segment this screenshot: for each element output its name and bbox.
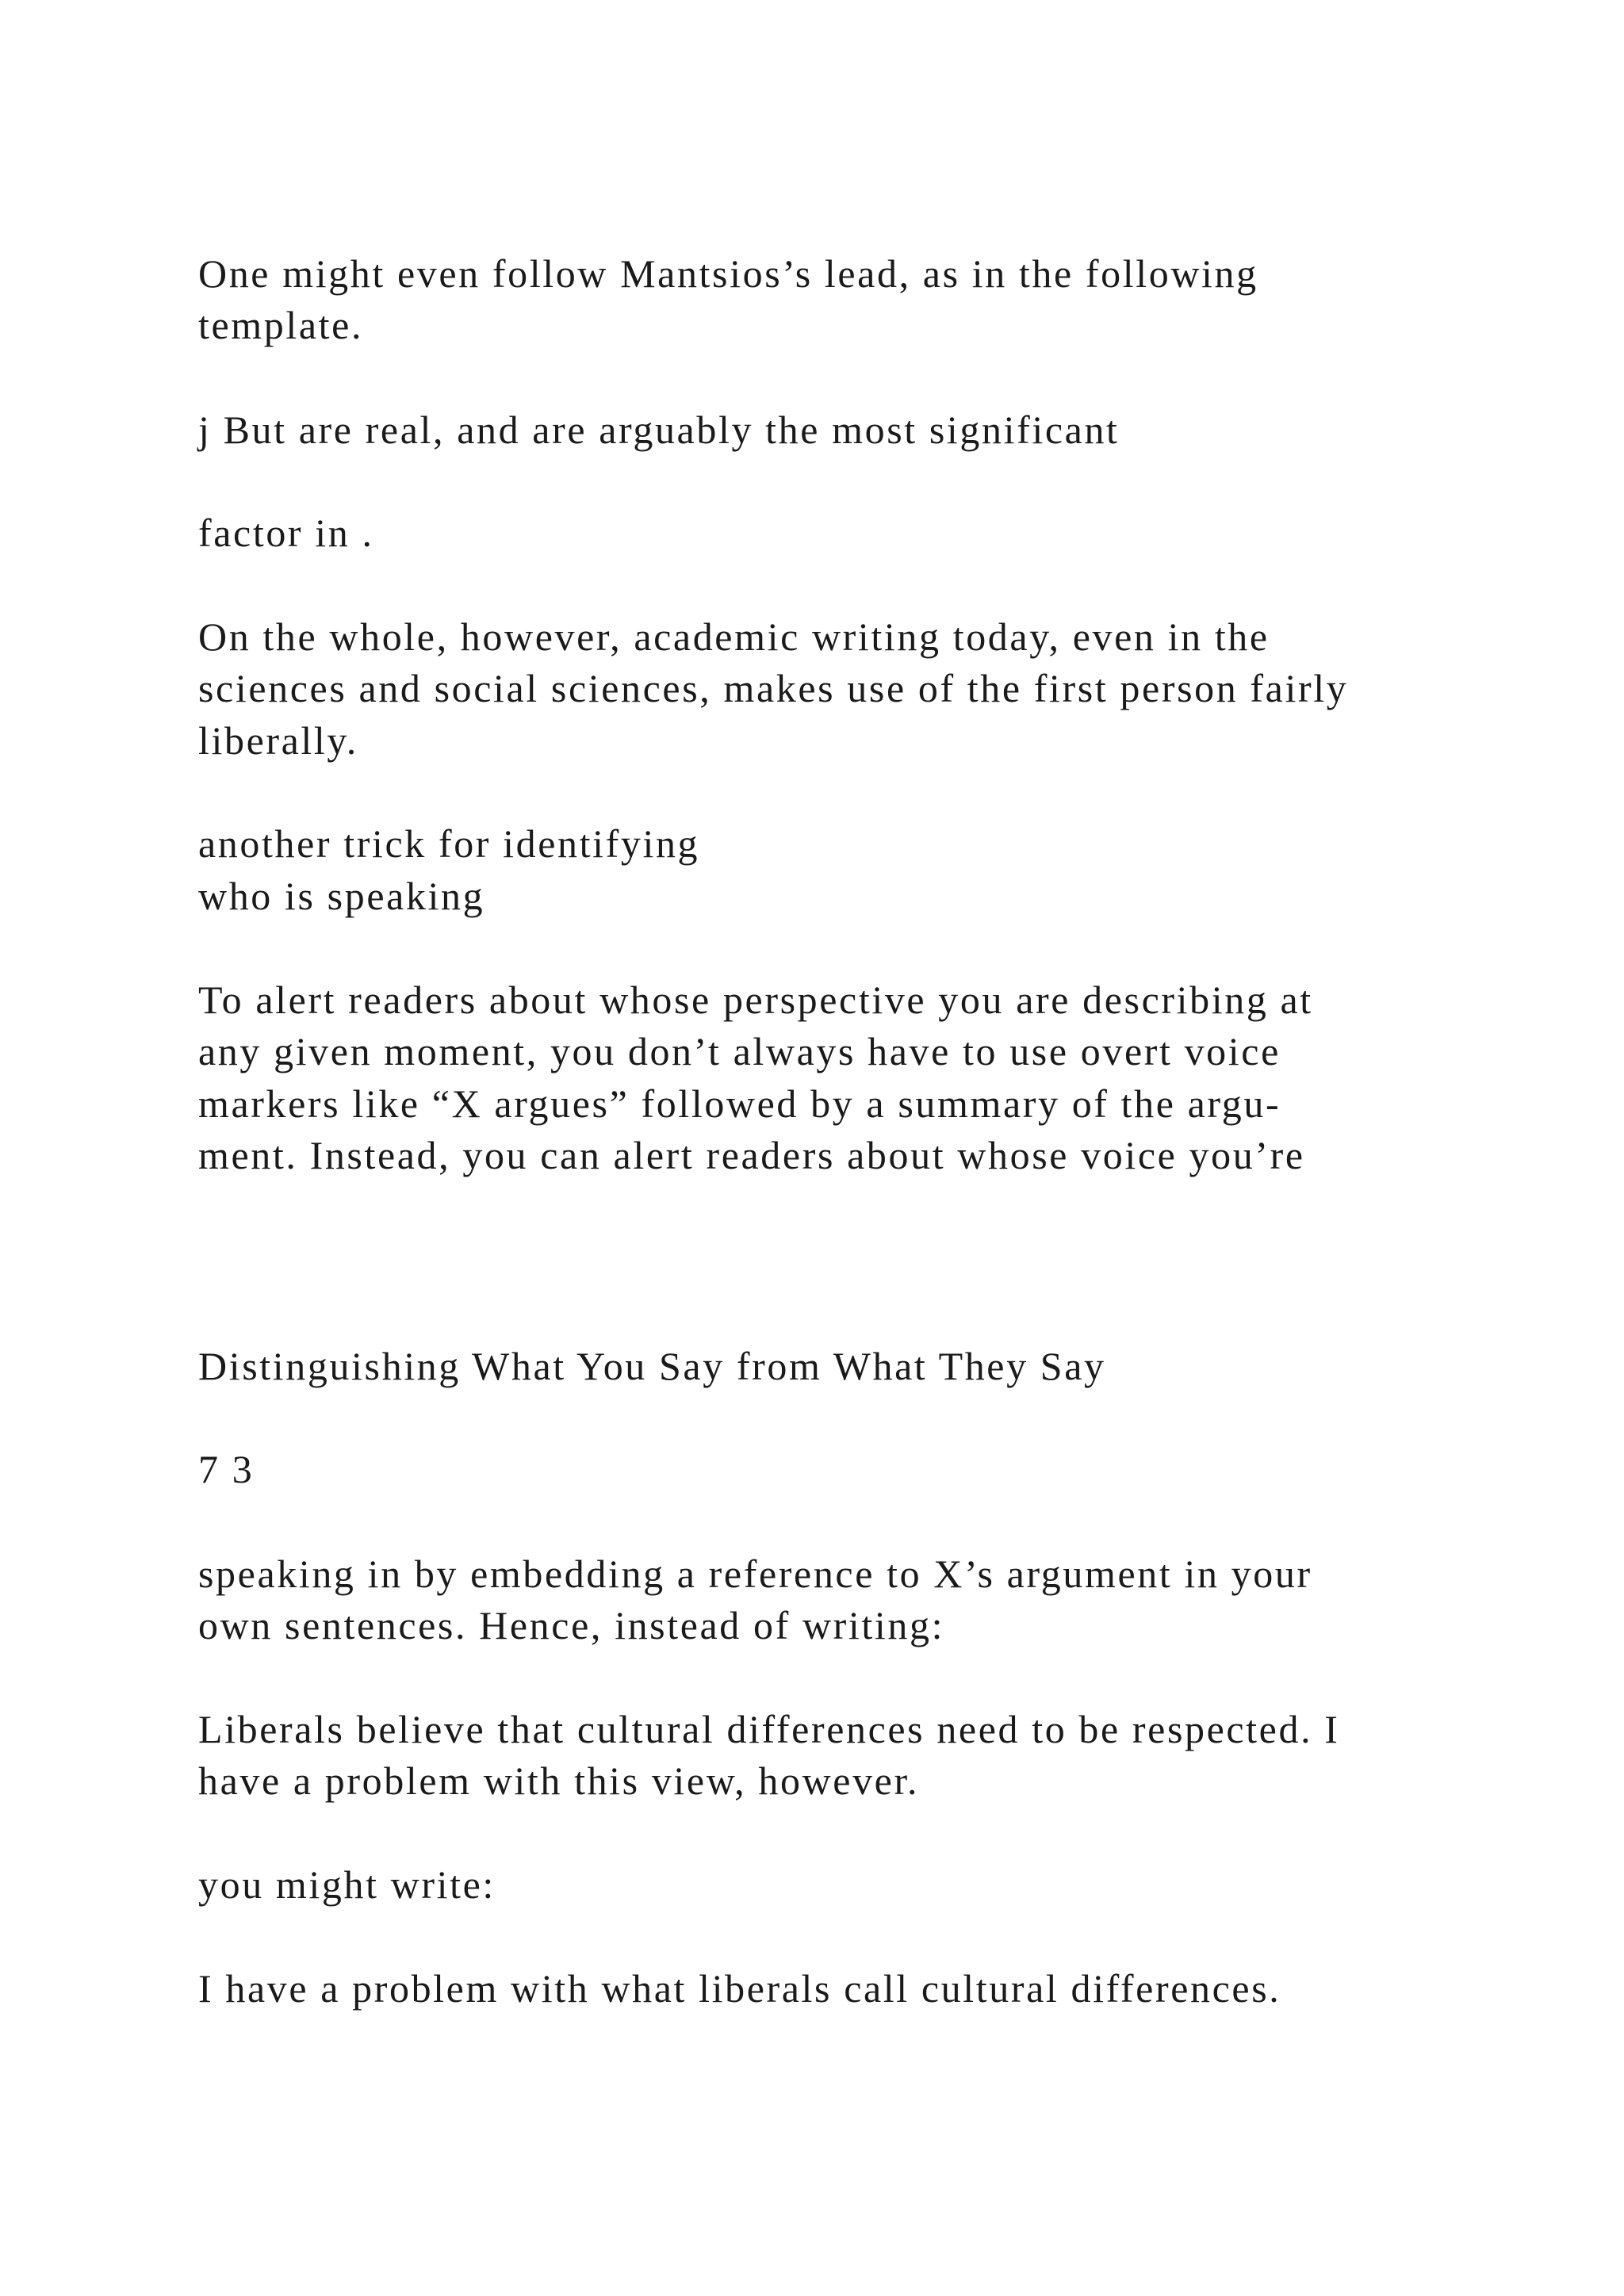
text-line: own sentences. Hence, instead of writing: <box>198 1603 945 1647</box>
text-line: sciences and social sciences, makes use of the first person fairly <box>198 666 1349 710</box>
text-line: On the whole, however, academic writing today, even in the <box>198 614 1270 659</box>
text-line: To alert readers about whose perspective you are describing at <box>198 978 1313 1022</box>
text-line: 7 3 <box>198 1447 255 1491</box>
text-line: have a problem with this view, however. <box>198 1758 920 1803</box>
text-line: you might write: <box>198 1862 496 1907</box>
text-line: template. <box>198 303 364 347</box>
text-line: One might even follow Mantsios’s lead, as in the following <box>198 251 1258 296</box>
text-line: who is speaking <box>198 874 485 918</box>
text-line: factor in . <box>198 511 374 555</box>
text-line: Distinguishing What You Say from What They Say <box>198 1344 1106 1388</box>
text-line: speaking in by embedding a reference to X’s argument in your <box>198 1552 1312 1596</box>
text-line: Liberals believe that cultural differences need to be respected. I <box>198 1707 1340 1751</box>
text-line: ment. Instead, you can alert readers about whose voice you’re <box>198 1133 1305 1177</box>
text-line: markers like “X argues” followed by a summary of the argu- <box>198 1081 1281 1126</box>
text-line: another trick for identifying <box>198 821 700 866</box>
text-line: any given moment, you don’t always have to use overt voice <box>198 1029 1281 1073</box>
text-line: I have a problem with what liberals call cultural differences. <box>198 1966 1281 2011</box>
text-line: liberally. <box>198 718 358 763</box>
text-line: j But are real, and are arguably the most significant <box>198 408 1120 452</box>
